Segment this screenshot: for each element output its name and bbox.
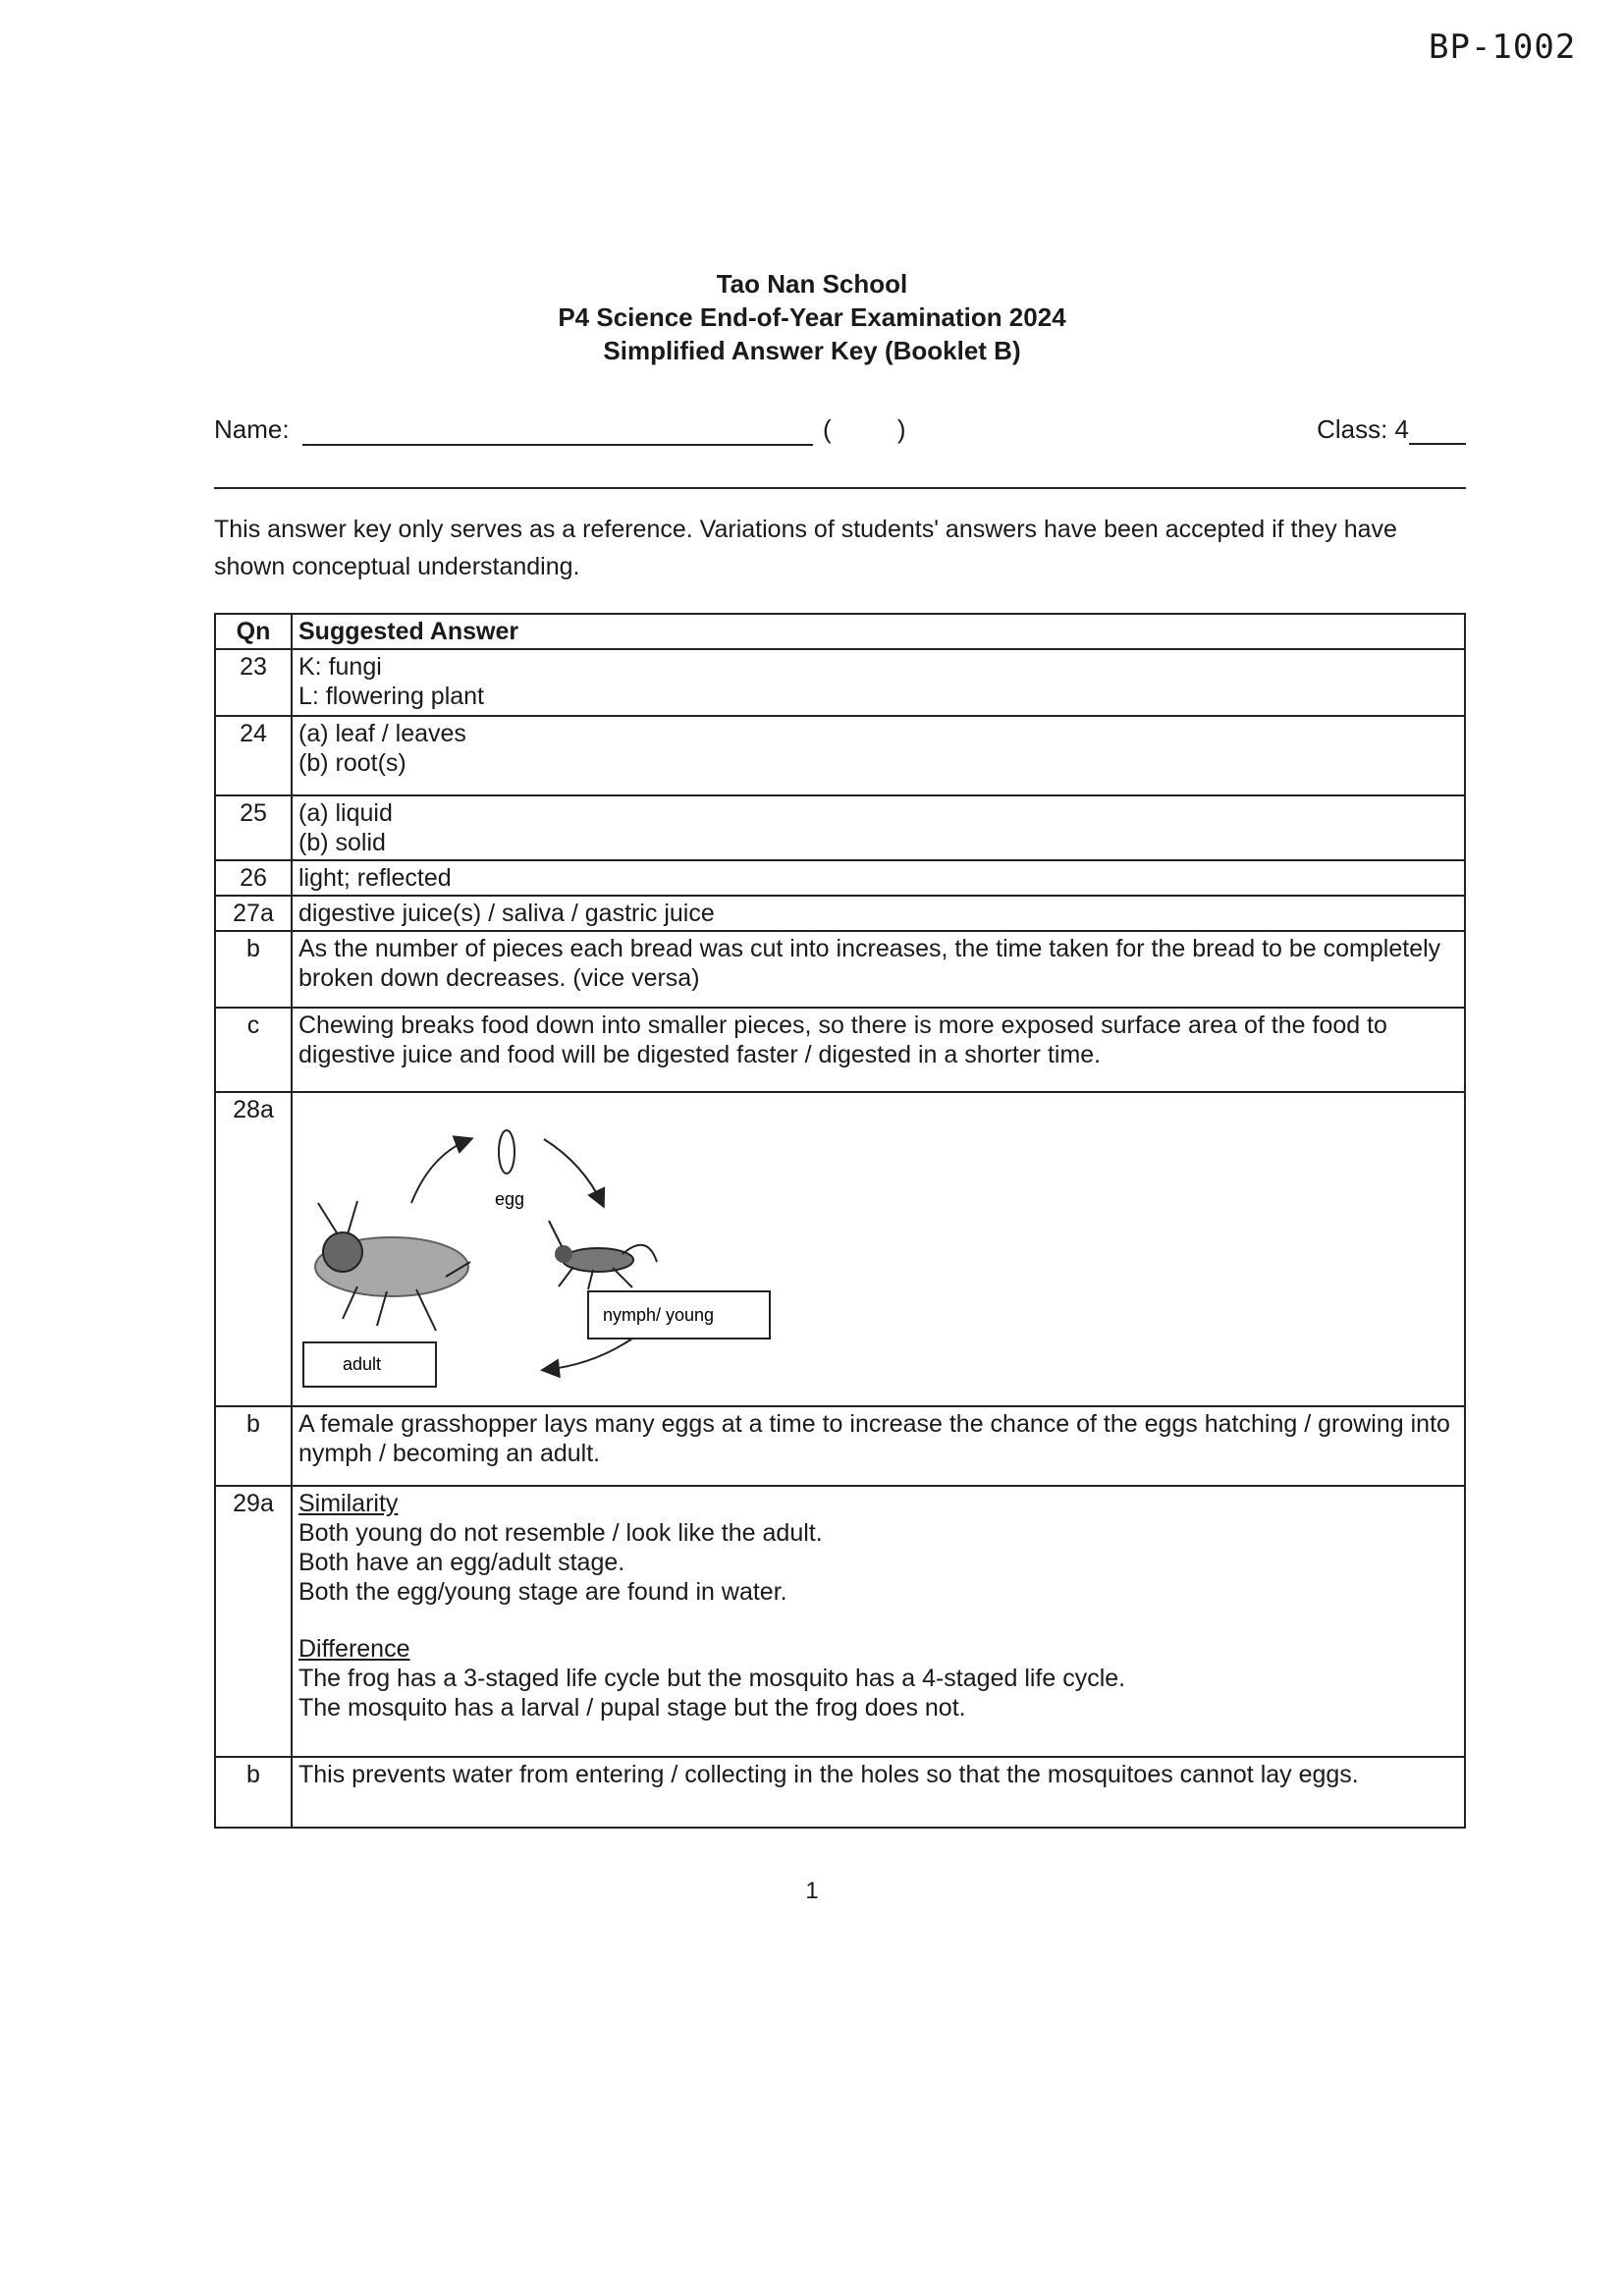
difference-heading: Difference: [298, 1635, 410, 1663]
similarity-line: Both have an egg/adult stage.: [298, 1549, 625, 1576]
answer-line: This prevents water from entering / collecting in the holes so that the mosquitoes cannot lay eggs.: [298, 1761, 1359, 1788]
adult-drawing: [315, 1201, 470, 1331]
answer-line: (b) root(s): [298, 749, 406, 777]
egg-label: egg: [495, 1189, 525, 1209]
arrow-adult-to-egg: [411, 1139, 470, 1203]
answer-line: As the number of pieces each bread was cut into increases, the time taken for the bread to be completely broken down decreases. (vice versa): [298, 935, 1441, 992]
page-header: [0, 267, 1624, 367]
question-number: c: [215, 1008, 292, 1092]
column-header-answer: Suggested Answer: [292, 614, 1465, 649]
table-row: [215, 716, 1465, 795]
egg-shape: [499, 1130, 514, 1174]
table-row: [215, 649, 1465, 716]
nymph-label: nymph/ young: [603, 1305, 715, 1325]
table-row: [215, 860, 1465, 896]
answer-cell: [292, 716, 1465, 795]
answer-cell: [292, 1092, 1465, 1406]
exam-title: P4 Science End-of-Year Examination 2024: [558, 302, 1066, 332]
question-number: 28a: [215, 1092, 292, 1406]
question-number: 25: [215, 795, 292, 860]
difference-line: The mosquito has a larval / pupal stage but the frog does not.: [298, 1694, 966, 1722]
question-number: 29a: [215, 1486, 292, 1757]
answer-line: Chewing breaks food down into smaller pieces, so there is more exposed surface area of the food to digestive juice and food will be digested faster / digested in a shorter time.: [298, 1011, 1387, 1068]
table-row: [215, 896, 1465, 931]
table-row: [215, 1757, 1465, 1828]
adult-label: adult: [343, 1354, 382, 1374]
student-info-row: [214, 414, 1466, 454]
difference-line: The frog has a 3-staged life cycle but the mosquito has a 4-staged life cycle.: [298, 1665, 1126, 1692]
question-number: b: [215, 1757, 292, 1828]
question-number: 24: [215, 716, 292, 795]
column-header-qn: Qn: [215, 614, 292, 649]
class-label: Class: 4: [1317, 414, 1409, 444]
school-name: Tao Nan School: [716, 269, 908, 299]
answer-line: K: fungi: [298, 653, 382, 681]
class-blank: [1409, 419, 1466, 445]
name-blank: [302, 444, 813, 446]
similarity-line: Both young do not resemble / look like the adult.: [298, 1519, 823, 1547]
table-row: [215, 1486, 1465, 1757]
answer-line: A female grasshopper lays many eggs at a time to increase the chance of the eggs hatching / growing into nymph / becoming an adult.: [298, 1410, 1450, 1467]
arrow-egg-to-nymph: [544, 1139, 603, 1205]
answer-cell: [292, 649, 1465, 716]
answer-line: (a) leaf / leaves: [298, 720, 466, 747]
answer-cell: [292, 860, 1465, 896]
answer-cell: [292, 1757, 1465, 1828]
question-number: 26: [215, 860, 292, 896]
question-number: b: [215, 931, 292, 1008]
table-row: [215, 931, 1465, 1008]
question-number: 23: [215, 649, 292, 716]
table-row: [215, 795, 1465, 860]
similarity-line: Both the egg/young stage are found in water.: [298, 1578, 787, 1606]
question-number: b: [215, 1406, 292, 1486]
answer-cell: [292, 931, 1465, 1008]
arrow-nymph-to-adult: [544, 1339, 632, 1370]
table-row: [215, 1406, 1465, 1486]
table-row: [215, 1008, 1465, 1092]
answer-line: L: flowering plant: [298, 683, 485, 710]
header-divider: [214, 487, 1466, 489]
answer-cell: [292, 1486, 1465, 1757]
index-number-parens: ( ): [823, 414, 936, 444]
answer-line: (a) liquid: [298, 799, 393, 827]
answer-key-title: Simplified Answer Key (Booklet B): [603, 336, 1021, 365]
answer-cell: [292, 1406, 1465, 1486]
page-number: 1: [805, 1878, 819, 1904]
document-code: BP-1002: [1429, 27, 1577, 67]
name-label: Name:: [214, 414, 290, 444]
answer-cell: [292, 795, 1465, 860]
answer-line: digestive juice(s) / saliva / gastric juice: [298, 900, 715, 927]
class-field: [1317, 414, 1466, 445]
nymph-drawing: [549, 1221, 657, 1289]
answer-cell: [292, 1008, 1465, 1092]
question-number: 27a: [215, 896, 292, 931]
table-row: [215, 1092, 1465, 1406]
answer-line: light; reflected: [298, 864, 452, 892]
reference-note: This answer key only serves as a reference. Variations of students' answers have been accepted if they have shown conceptual understanding.: [214, 516, 1397, 580]
similarity-heading: Similarity: [298, 1490, 399, 1517]
answer-line: (b) solid: [298, 829, 386, 856]
answer-cell: [292, 896, 1465, 931]
table-header-row: [215, 614, 1465, 649]
grasshopper-life-cycle-diagram: [298, 1095, 986, 1390]
answer-table: [214, 613, 1466, 1829]
